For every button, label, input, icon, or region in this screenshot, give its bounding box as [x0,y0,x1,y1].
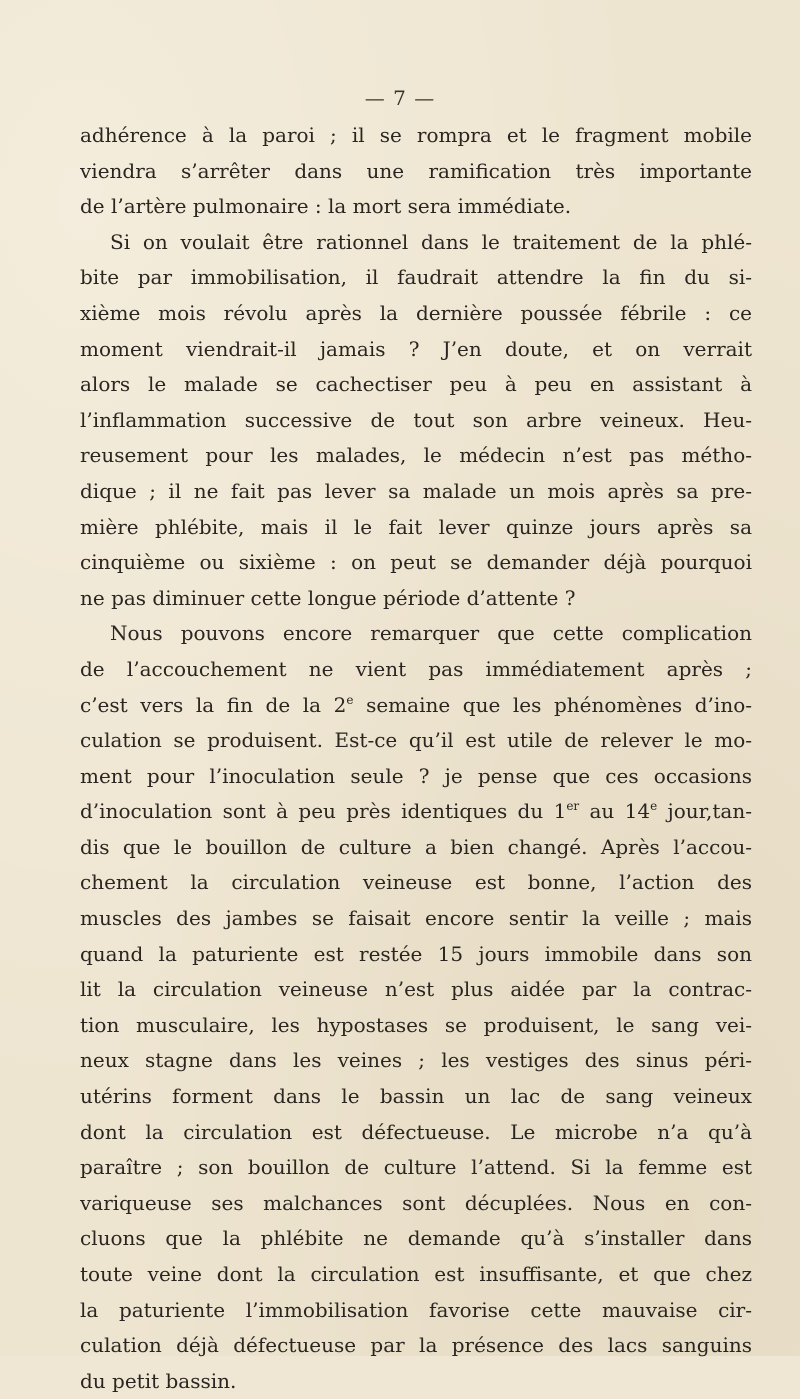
text-line: de l’accouchement ne vient pas immédiatement après ; [80,656,752,681]
text-line: du petit bassin. [80,1368,237,1393]
text-line: paraître ; son bouillon de culture l’attend. Si la femme est [80,1155,752,1180]
text-line: c’est vers la fin de la 2e semaine que les phénomènes d’ino- [80,692,752,717]
text-line: ment pour l’inoculation seule ? je pense que ces occasions [80,763,752,788]
text-line: alors le malade se cachectiser peu à peu en assistant à [80,372,752,397]
text-line: neux stagne dans les veines ; les vestiges des sinus péri- [80,1048,752,1073]
text-line: viendra s’arrêter dans une ramification très importante [80,158,752,183]
text-line: tion musculaire, les hypostases se produisent, le sang vei- [80,1012,752,1037]
text-line: dis que le bouillon de culture a bien changé. Après l’accou- [80,834,752,859]
text-line: culation déjà défectueuse par la présence des lacs sanguins [80,1333,752,1358]
text-line: cluons que la phlébite ne demande qu’à s’installer dans [80,1226,752,1251]
text-line: ne pas diminuer cette longue période d’attente ? [80,585,576,610]
text-line: xième mois révolu après la dernière poussée fébrile : ce [80,300,752,325]
text-line: lit la circulation veineuse n’est plus aidée par la contrac- [80,977,752,1002]
text-line: l’inflammation successive de tout son arbre veineux. Heu- [80,407,752,432]
text-line: la paturiente l’immobilisation favorise cette mauvaise cir- [80,1297,752,1322]
text-line: dique ; il ne fait pas lever sa malade un mois après sa pre- [80,478,752,503]
text-line: Si on voulait être rationnel dans le traitement de la phlé- [110,229,752,254]
text-line: cinquième ou sixième : on peut se demander déjà pourquoi [80,550,752,575]
text-line: culation se produisent. Est-ce qu’il est utile de relever le mo- [80,728,752,753]
text-line: toute veine dont la circulation est insuffisante, et que chez [80,1262,752,1286]
text-line: d’inoculation sont à peu près identiques du 1er au 14e jour,tan- [80,799,752,824]
text-line: quand la paturiente est restée 15 jours immobile dans son [80,941,752,966]
text-line: mière phlébite, mais il le fait lever quinze jours après sa [80,514,752,539]
text-line: reusement pour les malades, le médecin n’est pas métho- [80,443,752,468]
text-line: dont la circulation est défectueuse. Le microbe n’a qu’à [80,1119,752,1144]
text-line: muscles des jambes se faisait encore sentir la veille ; mais [80,906,752,931]
body-text [80,118,752,1399]
text-line: Nous pouvons encore remarquer que cette complication [110,621,752,646]
text-line: chement la circulation veineuse est bonne, l’action des [80,870,752,895]
text-line: bite par immobilisation, il faudrait attendre la fin du si- [80,265,752,290]
text-line: adhérence à la paroi ; il se rompra et le fragment mobile [80,123,752,147]
text-line: moment viendrait-il jamais ? J’en doute, et on verrait [80,336,752,361]
page-number: — 7 — [364,86,436,110]
text-line: de l’artère pulmonaire : la mort sera immédiate. [80,194,572,219]
text-line: utérins forment dans le bassin un lac de sang veineux [80,1084,752,1109]
text-line: variqueuse ses malchances sont décuplées. Nous en con- [80,1190,752,1215]
